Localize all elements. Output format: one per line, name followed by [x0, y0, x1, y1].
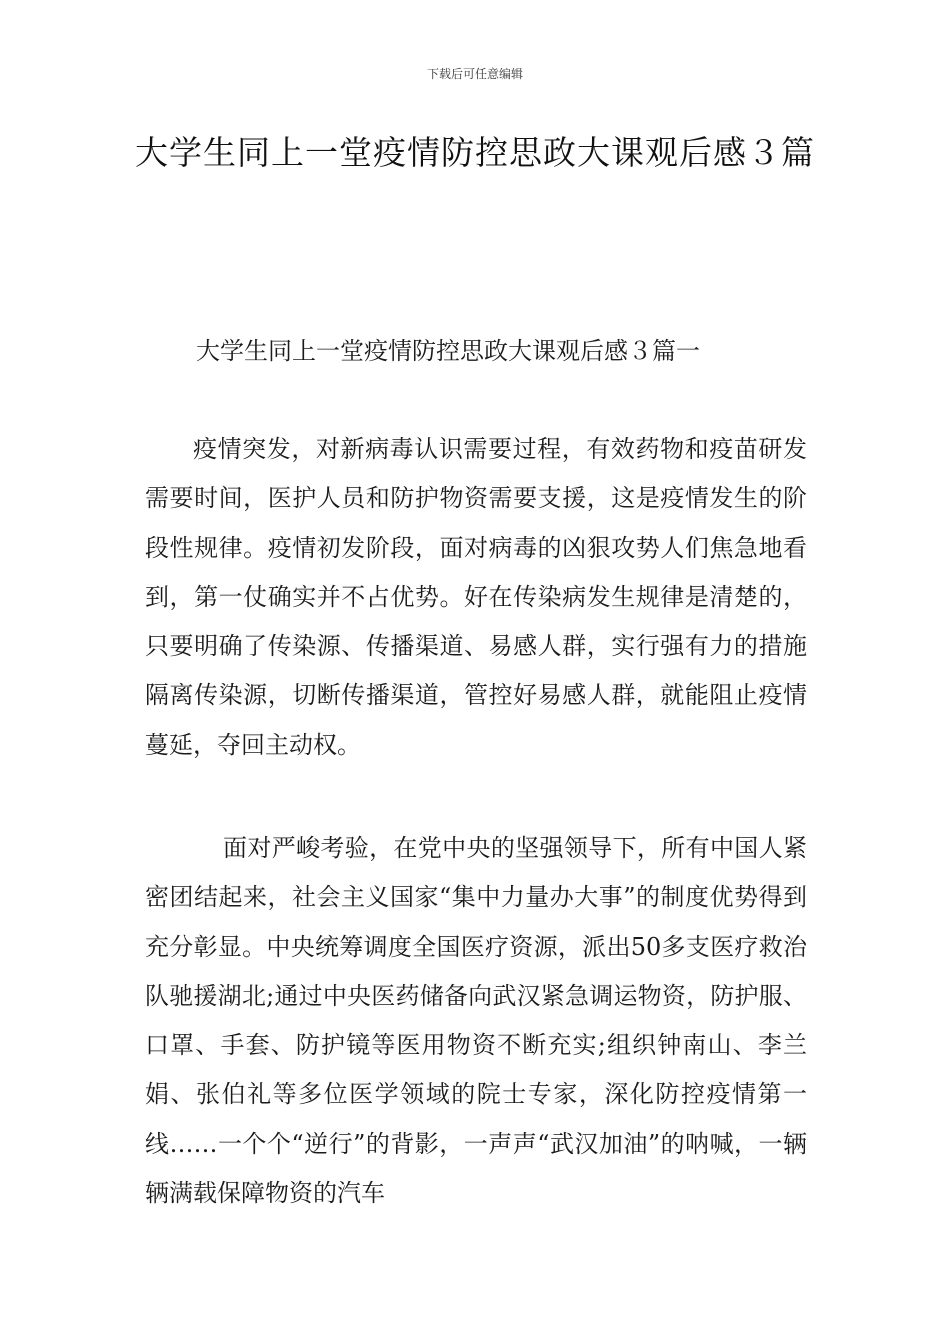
page-header-note: 下载后可任意编辑 — [426, 67, 523, 81]
body-paragraph-1: 疫情突发，对新病毒认识需要过程，有效药物和疫苗研发需要时间，医护人员和防护物资需要支援，这是疫情发生的阶段性规律。疫情初发阶段，面对病毒的凶狠攻势人们焦急地看到，第一仗确实并不占优势。好在传染病发生规律是清楚的，只要明确了传染源、传播渠道、易感人群，实行强有力的措施隔离传染源，切断传播渠道，管控好易感人群，就能阻止疫情蔓延，夺回主动权。 — [145, 435, 807, 759]
section-heading: 大学生同上一堂疫情防控思政大课观后感３篇一 — [196, 337, 700, 365]
document-title: 大学生同上一堂疫情防控思政大课观后感３篇 — [135, 133, 815, 172]
body-paragraph-2: 面对严峻考验，在党中央的坚强领导下，所有中国人紧密团结起来，社会主义国家“集中力量办大事”的制度优势得到充分彰显。中央统筹调度全国医疗资源，派出50多支医疗救治队驰援湖北;通过中央医药储备向武汉紧急调运物资，防护服、口罩、手套、防护镜等医用物资不断充实;组织钟南山、李兰娟、张伯礼等多位医学领域的院士专家，深化防控疫情第一线……一个个“逆行”的背影，一声声“武汉加油”的呐喊，一辆辆满载保障物资的汽车 — [145, 834, 807, 1208]
